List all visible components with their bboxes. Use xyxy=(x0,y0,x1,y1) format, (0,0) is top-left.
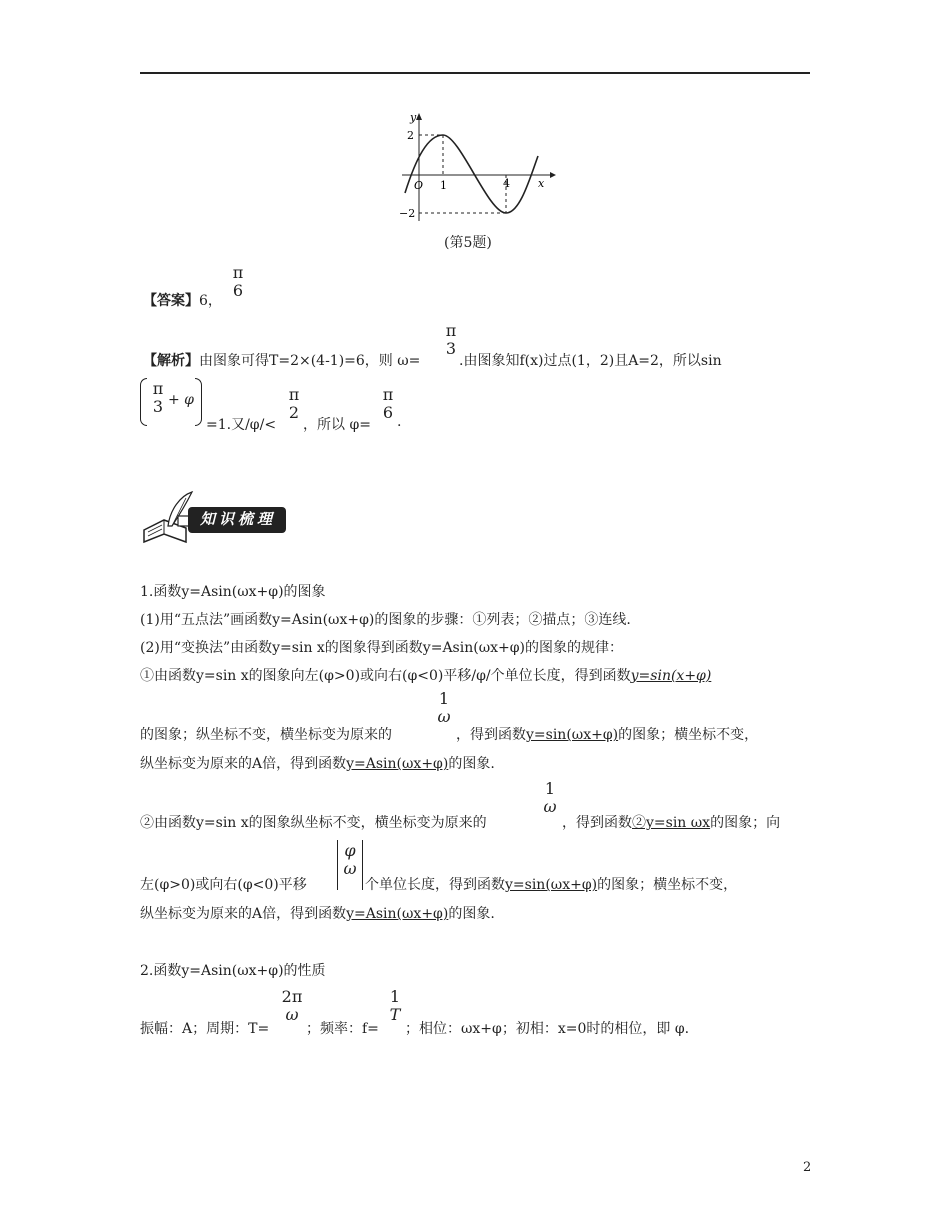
section1-p6c: 的图象；向 xyxy=(710,815,781,831)
section2-a: 振幅：A；周期：T= xyxy=(140,1021,270,1037)
section1-heading: 1.函数y=Asin(ωx+φ)的图象 xyxy=(140,584,326,600)
section1-p6b: ，得到函数 xyxy=(562,815,632,831)
section1-p8-underlined: y=Asin(ωx+φ) xyxy=(346,906,449,922)
tick-label-2: 2 xyxy=(407,129,414,142)
paren-tail: + φ xyxy=(168,392,194,408)
paren-fraction xyxy=(150,380,166,416)
analysis-label: 【解析】 xyxy=(143,353,199,369)
answer-frac-den: 6 xyxy=(232,281,244,300)
analysis-text-2b: ，所以 φ= xyxy=(303,417,371,433)
section1-p5a: 纵坐标变为原来的A倍，得到函数 xyxy=(140,756,347,772)
analysis-text-2c: . xyxy=(397,414,402,430)
section1-p7-rest xyxy=(365,874,737,894)
period-frac-den: ω xyxy=(285,1005,299,1024)
p4-frac-num: 1 xyxy=(438,689,450,708)
figure-caption: (第5题) xyxy=(444,235,492,251)
section1-p2: (2)用“变换法”由函数y=sin x的图象得到函数y=Asin(ωx+φ)的图象的规律： xyxy=(140,640,624,656)
section1-p8b: 的图象. xyxy=(448,906,495,922)
analysis-text-1b: .由图象知f(x)过点(1，2)且A=2，所以sin xyxy=(459,353,722,369)
sine-curve xyxy=(405,135,538,213)
section1-p5-underlined: y=Asin(ωx+φ) xyxy=(346,756,449,772)
answer-fraction xyxy=(230,264,246,300)
p4-frac-den: ω xyxy=(437,707,451,726)
omega-frac-num: π xyxy=(445,321,457,340)
tick-label-4: 4 xyxy=(503,177,510,190)
p6-frac-num: 1 xyxy=(544,779,556,798)
half-frac-num: π xyxy=(288,385,300,404)
left-paren xyxy=(140,378,147,426)
section1-p3-text: ①由函数y=sin x的图象向左(φ>0)或向右(φ<0)平移/φ/个单位长度，得到函数 xyxy=(140,668,631,684)
section1-p7c: 的图象；横坐标不变， xyxy=(597,877,738,893)
p4-fraction xyxy=(434,690,454,726)
answer-value: 6， xyxy=(199,293,222,309)
section1-p1: (1)用“五点法”画函数y=Asin(ωx+φ)的图象的步骤：①列表；②描点；③连线. xyxy=(140,612,631,628)
section1-p6a: ②由函数y=sin x的图象纵坐标不变，横坐标变为原来的 xyxy=(140,815,487,831)
section1-p6-rest xyxy=(562,812,780,832)
section1-p5 xyxy=(140,753,495,773)
answer-label: 【答案】 xyxy=(143,293,199,309)
axis-label-x: x xyxy=(538,177,545,190)
section1-p7-underlined: y=sin(ωx+φ) xyxy=(505,877,598,893)
analysis-text-1a: 由图象可得T=2×(4-1)=6，则 ω= xyxy=(199,353,421,369)
section2-heading: 2.函数y=Asin(ωx+φ)的性质 xyxy=(140,963,326,979)
page-number: 2 xyxy=(803,1160,812,1175)
phi-frac-num: π xyxy=(382,385,394,404)
tick-label-1: 1 xyxy=(440,179,447,192)
section1-p7b: 个单位长度，得到函数 xyxy=(365,877,505,893)
section1-p4c: 的图象；横坐标不变， xyxy=(618,727,759,743)
right-paren xyxy=(195,378,202,426)
section2-c: ；相位：ωx+φ；初相：x=0时的相位，即 φ. xyxy=(405,1021,690,1037)
section1-p4-underlined: y=sin(ωx+φ) xyxy=(526,727,619,743)
section1-p7a: 左(φ>0)或向右(φ<0)平移 xyxy=(140,877,307,893)
freq-frac-den: T xyxy=(389,1005,401,1024)
section2-b: ；频率：f= xyxy=(306,1021,379,1037)
section1-p4a: 的图象；纵坐标不变，横坐标变为原来的 xyxy=(140,727,392,743)
answer-line xyxy=(143,290,222,310)
phi-fraction xyxy=(380,386,396,422)
origin-label: O xyxy=(414,179,424,192)
omega-fraction xyxy=(443,322,459,358)
half-frac-den: 2 xyxy=(288,403,300,422)
p7-frac-den: ω xyxy=(343,859,357,878)
p6-frac-den: ω xyxy=(543,797,557,816)
phi-frac-den: 6 xyxy=(382,403,394,422)
section1-p3 xyxy=(140,665,711,685)
paren-frac-num: π xyxy=(152,379,164,398)
freq-frac-num: 1 xyxy=(389,987,401,1006)
answer-frac-num: π xyxy=(232,263,244,282)
section1-p5b: 的图象. xyxy=(448,756,495,772)
axis-label-y: y xyxy=(410,111,417,124)
tick-label-neg2: −2 xyxy=(399,207,416,220)
section1-p8 xyxy=(140,903,495,923)
freq-fraction xyxy=(387,988,403,1024)
banner-title: 知识梳理 xyxy=(199,510,276,528)
period-fraction xyxy=(279,988,305,1024)
p7-abs-fraction xyxy=(337,840,363,890)
analysis-text-2a: =1.又/φ/< xyxy=(206,417,277,433)
section1-p8a: 纵坐标变为原来的A倍，得到函数 xyxy=(140,906,347,922)
paren-frac-den: 3 xyxy=(152,397,164,416)
section1-p6-underlined: ②y=sin ωx xyxy=(632,815,711,831)
section1-p4-rest xyxy=(456,724,758,744)
period-frac-num: 2π xyxy=(281,987,303,1006)
p6-fraction xyxy=(540,780,560,816)
half-pi-fraction xyxy=(286,386,302,422)
header-rule xyxy=(140,72,810,74)
sine-graph-figure xyxy=(398,108,558,226)
p7-fraction xyxy=(340,842,360,878)
omega-frac-den: 3 xyxy=(445,339,457,358)
analysis-line-1 xyxy=(143,350,420,370)
paren-expression xyxy=(140,378,202,426)
section1-p3-underlined: y=sin(x+φ) xyxy=(630,668,712,684)
section1-p4b: ，得到函数 xyxy=(456,727,526,743)
p7-frac-num: φ xyxy=(344,841,356,860)
